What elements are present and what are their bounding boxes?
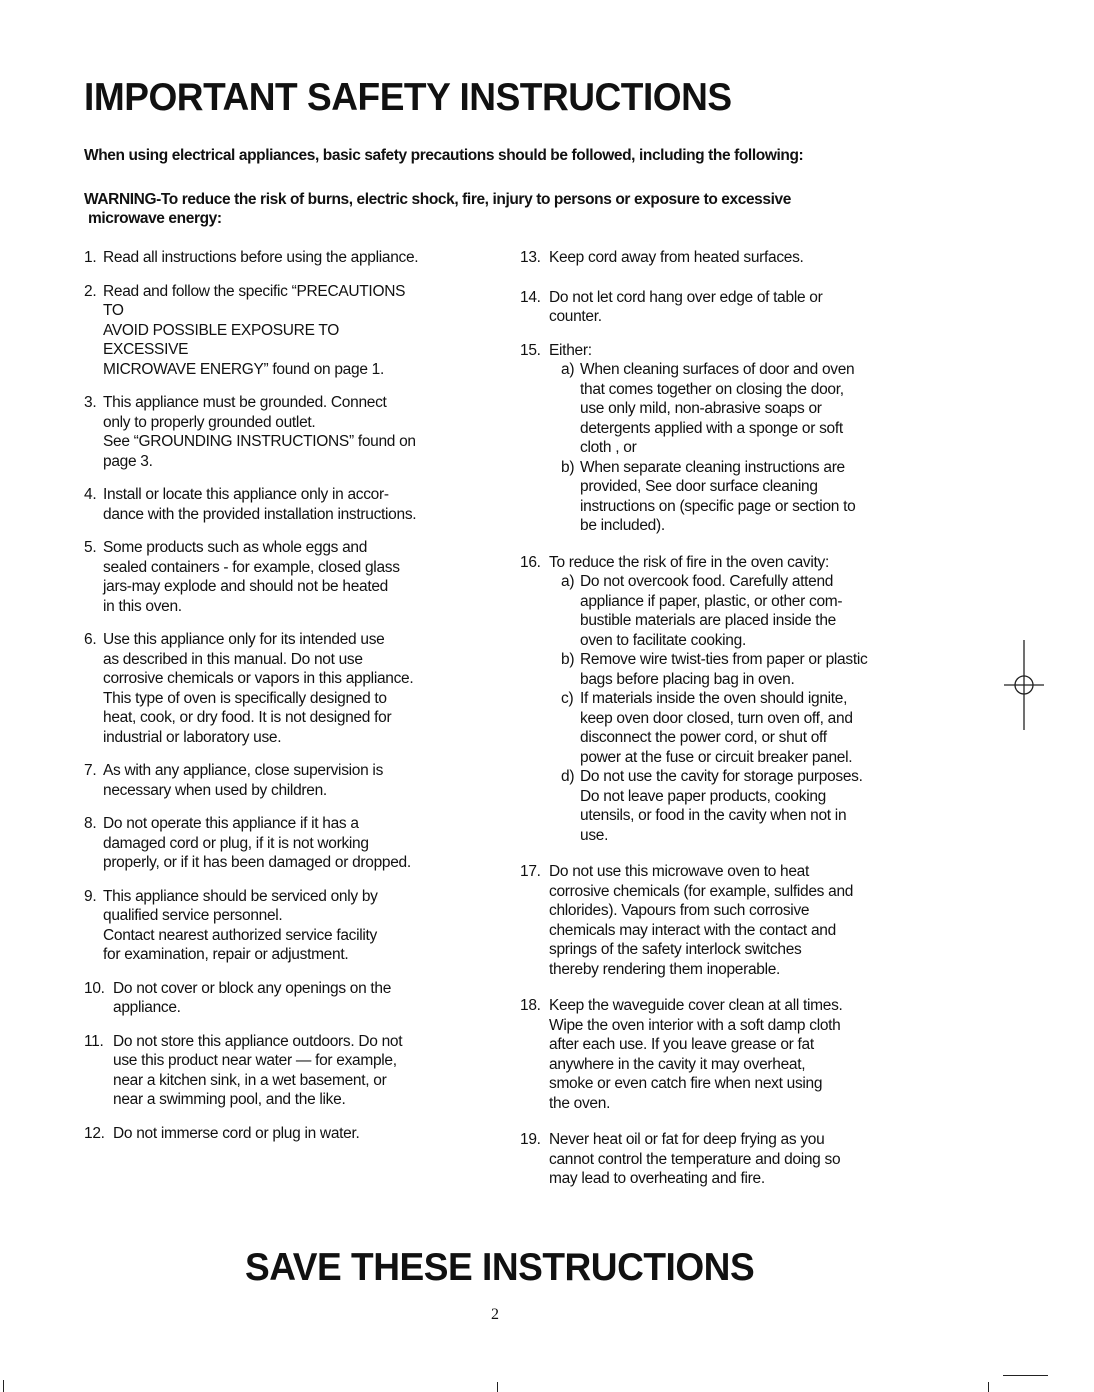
instruction-item — [520, 288, 920, 327]
item-number: 14. — [520, 288, 541, 306]
sub-item-text-line: that comes together on closing the door, — [580, 380, 844, 398]
item-number: 2. — [84, 282, 97, 300]
sub-item-text-line: disconnect the power cord, or shut off — [580, 729, 827, 746]
instruction-item — [84, 630, 494, 747]
item-text-line: AVOID POSSIBLE EXPOSURE TO — [103, 321, 339, 339]
item-text-line: sealed containers - for example, closed glass — [103, 558, 400, 576]
item-text-line: use this product near water — for example, — [113, 1052, 397, 1069]
item-text-line: EXCESSIVE — [103, 341, 189, 358]
instruction-item — [84, 1124, 494, 1144]
item-text-line: Do not immerse cord or plug in water. — [113, 1124, 360, 1142]
item-text-line: page 3. — [103, 452, 153, 470]
instruction-item — [84, 761, 494, 800]
item-text-line: the oven. — [549, 1094, 611, 1112]
instruction-item — [84, 485, 494, 524]
instructions-left-column — [84, 248, 494, 1143]
trim-mark — [3, 1380, 4, 1392]
sub-item-text-line: When separate cleaning instructions are — [580, 458, 845, 476]
item-text-line: Do not operate this appliance if it has a — [103, 815, 359, 832]
instruction-item — [84, 538, 494, 616]
item-number: 10. — [84, 979, 105, 997]
sub-item-text-line: Remove wire twist-ties from paper or plastic — [580, 651, 868, 668]
instruction-item — [520, 553, 920, 846]
item-text-line: TO — [103, 302, 124, 319]
item-number: 15. — [520, 341, 541, 359]
item-text-line: qualified service personnel. — [103, 907, 283, 924]
item-number: 1. — [84, 249, 97, 266]
instruction-item — [520, 1130, 920, 1189]
sub-item-letter: a) — [561, 361, 575, 378]
sub-item — [549, 689, 920, 767]
item-text-line: Never heat oil or fat for deep frying as you — [549, 1131, 825, 1148]
save-instructions-heading: SAVE THESE INSTRUCTIONS — [245, 1246, 755, 1289]
item-text-line: Wipe the oven interior with a soft damp cloth — [549, 1016, 841, 1034]
sub-item-text-line: utensils, or food in the cavity when not in — [580, 807, 847, 824]
item-number: 5. — [84, 539, 97, 556]
item-text-line: smoke or even catch fire when next using — [549, 1075, 823, 1092]
item-text-line: corrosive chemicals (for example, sulfides and — [549, 882, 854, 900]
item-number: 13. — [520, 249, 541, 266]
item-text-line: anywhere in the cavity it may overheat, — [549, 1055, 806, 1073]
sub-item-text-line: use. — [580, 826, 609, 844]
item-text-line: Keep the waveguide cover clean at all times. — [549, 997, 843, 1014]
instruction-item — [84, 1032, 494, 1110]
item-text-line: Keep cord away from heated surfaces. — [549, 249, 804, 266]
sub-item-letter: d) — [561, 768, 575, 785]
item-text-line: near a kitchen sink, in a wet basement, or — [113, 1071, 387, 1089]
sub-item-letter: b) — [561, 458, 575, 476]
item-text-line: thereby rendering them inoperable. — [549, 960, 781, 978]
sub-item-text-line: Do not use the cavity for storage purposes. — [580, 768, 863, 785]
sub-item-text-line: instructions on (specific page or section to — [580, 497, 856, 515]
item-text-line: in this oven. — [103, 597, 182, 615]
item-number: 8. — [84, 815, 97, 832]
item-text-line: See “GROUNDING INSTRUCTIONS” found on — [103, 433, 416, 450]
sub-item-text-line: Do not leave paper products, cooking — [580, 787, 826, 805]
page-number: 2 — [491, 1306, 499, 1323]
item-number: 11. — [84, 1032, 104, 1050]
item-text-line: counter. — [549, 308, 602, 325]
trim-mark — [497, 1382, 498, 1392]
item-number: 4. — [84, 486, 97, 503]
item-text-line: industrial or laboratory use. — [103, 728, 282, 746]
item-text-line: To reduce the risk of fire in the oven cavity: — [549, 553, 829, 571]
sub-item-text-line: oven to facilitate cooking. — [580, 631, 746, 649]
item-number: 18. — [520, 997, 541, 1014]
sub-item-text-line: bustible materials are placed inside the — [580, 612, 836, 629]
sub-item-letter: c) — [561, 690, 574, 707]
item-text-line: Either: — [549, 341, 592, 359]
sub-item — [549, 458, 920, 536]
item-text-line: near a swimming pool, and the like. — [113, 1091, 346, 1108]
item-text-line: Do not use this microwave oven to heat — [549, 863, 809, 880]
item-text-line: Some products such as whole eggs and — [103, 539, 368, 556]
warning-line-1: WARNING-To reduce the risk of burns, electric shock, fire, injury to persons or exposure to excessive — [84, 191, 791, 208]
item-text-line: necessary when used by children. — [103, 781, 327, 799]
item-text-line: may lead to overheating and fire. — [549, 1170, 765, 1187]
sub-item-letter: a) — [561, 573, 575, 590]
item-text-line: for examination, repair or adjustment. — [103, 946, 349, 963]
item-number: 17. — [520, 863, 541, 880]
instructions-right-column — [520, 248, 920, 1189]
instruction-item — [84, 248, 494, 268]
sub-item-text-line: When cleaning surfaces of door and oven — [580, 361, 855, 378]
page-title: IMPORTANT SAFETY INSTRUCTIONS — [84, 76, 732, 119]
sub-item-text-line: power at the fuse or circuit breaker panel. — [580, 748, 853, 766]
sub-item-text-line: provided, See door surface cleaning — [580, 478, 818, 495]
item-text-line: This appliance should be serviced only by — [103, 887, 378, 905]
item-text-line: chemicals may interact with the contact and — [549, 921, 836, 939]
item-text-line: chlorides). Vapours from such corrosive — [549, 902, 810, 919]
item-text-line: heat, cook, or dry food. It is not designed for — [103, 709, 392, 726]
item-text-line: cannot control the temperature and doing so — [549, 1150, 841, 1168]
item-text-line: This appliance must be grounded. Connect — [103, 394, 387, 411]
sub-item-text-line: detergents applied with a sponge or soft — [580, 419, 843, 437]
item-text-line: Use this appliance only for its intended use — [103, 631, 385, 648]
item-text-line: after each use. If you leave grease or fat — [549, 1036, 814, 1053]
sub-item-text-line: appliance if paper, plastic, or other com- — [580, 592, 843, 610]
trim-mark — [1003, 1375, 1048, 1376]
item-text-line: Do not let cord hang over edge of table or — [549, 288, 823, 306]
sub-item-text-line: Do not overcook food. Carefully attend — [580, 573, 834, 590]
item-text-line: damaged cord or plug, if it is not working — [103, 834, 369, 852]
instruction-item — [84, 393, 494, 471]
instruction-item — [520, 862, 920, 979]
item-number: 16. — [520, 553, 541, 571]
instruction-item — [520, 248, 920, 268]
sub-item-text-line: keep oven door closed, turn oven off, and — [580, 709, 853, 727]
item-text-line: This type of oven is specifically designed to — [103, 689, 387, 707]
instruction-item — [520, 996, 920, 1113]
item-text-line: Read all instructions before using the appliance. — [103, 249, 419, 266]
instruction-item — [84, 979, 494, 1018]
warning-text — [84, 190, 964, 228]
item-text-line: only to properly grounded outlet. — [103, 413, 316, 431]
item-text-line: Do not store this appliance outdoors. Do not — [113, 1032, 403, 1050]
instruction-item — [84, 282, 494, 380]
item-text-line: As with any appliance, close supervision is — [103, 762, 384, 779]
trim-mark — [988, 1382, 989, 1392]
item-text-line: dance with the provided installation instructions. — [103, 505, 417, 523]
item-text-line: properly, or if it has been damaged or dropped. — [103, 854, 411, 871]
sub-item-text-line: be included). — [580, 517, 665, 534]
sub-item-text-line: If materials inside the oven should ignite, — [580, 690, 848, 707]
item-number: 12. — [84, 1124, 105, 1142]
item-text-line: springs of the safety interlock switches — [549, 941, 802, 958]
sub-item — [549, 650, 920, 689]
intro-text: When using electrical appliances, basic safety precautions should be followed, including the following: — [84, 147, 804, 164]
item-number: 19. — [520, 1131, 541, 1148]
item-number: 6. — [84, 631, 97, 648]
item-text-line: MICROWAVE ENERGY” found on page 1. — [103, 360, 384, 378]
registration-mark-icon — [1004, 640, 1044, 730]
item-text-line: corrosive chemicals or vapors in this appliance. — [103, 670, 414, 687]
sub-item — [549, 572, 920, 650]
sub-item-text-line: cloth , or — [580, 439, 637, 456]
item-number: 9. — [84, 887, 97, 905]
sub-item — [549, 767, 920, 845]
sub-item-text-line: bags before placing bag in oven. — [580, 670, 795, 688]
item-number: 7. — [84, 762, 97, 779]
item-text-line: Contact nearest authorized service facility — [103, 926, 377, 944]
sub-item — [549, 360, 920, 458]
instruction-item — [84, 887, 494, 965]
item-text-line: Do not cover or block any openings on the — [113, 979, 392, 997]
item-text-line: appliance. — [113, 999, 181, 1016]
warning-line-2: microwave energy: — [88, 210, 222, 227]
item-number: 3. — [84, 394, 97, 411]
sub-item-text-line: use only mild, non-abrasive soaps or — [580, 400, 822, 417]
instruction-item — [520, 341, 920, 536]
item-text-line: jars-may explode and should not be heated — [103, 578, 388, 595]
instruction-item — [84, 814, 494, 873]
item-text-line: Read and follow the specific “PRECAUTIONS — [103, 282, 406, 300]
item-text-line: Install or locate this appliance only in accor- — [103, 486, 389, 503]
sub-item-letter: b) — [561, 651, 575, 668]
item-text-line: as described in this manual. Do not use — [103, 650, 363, 668]
